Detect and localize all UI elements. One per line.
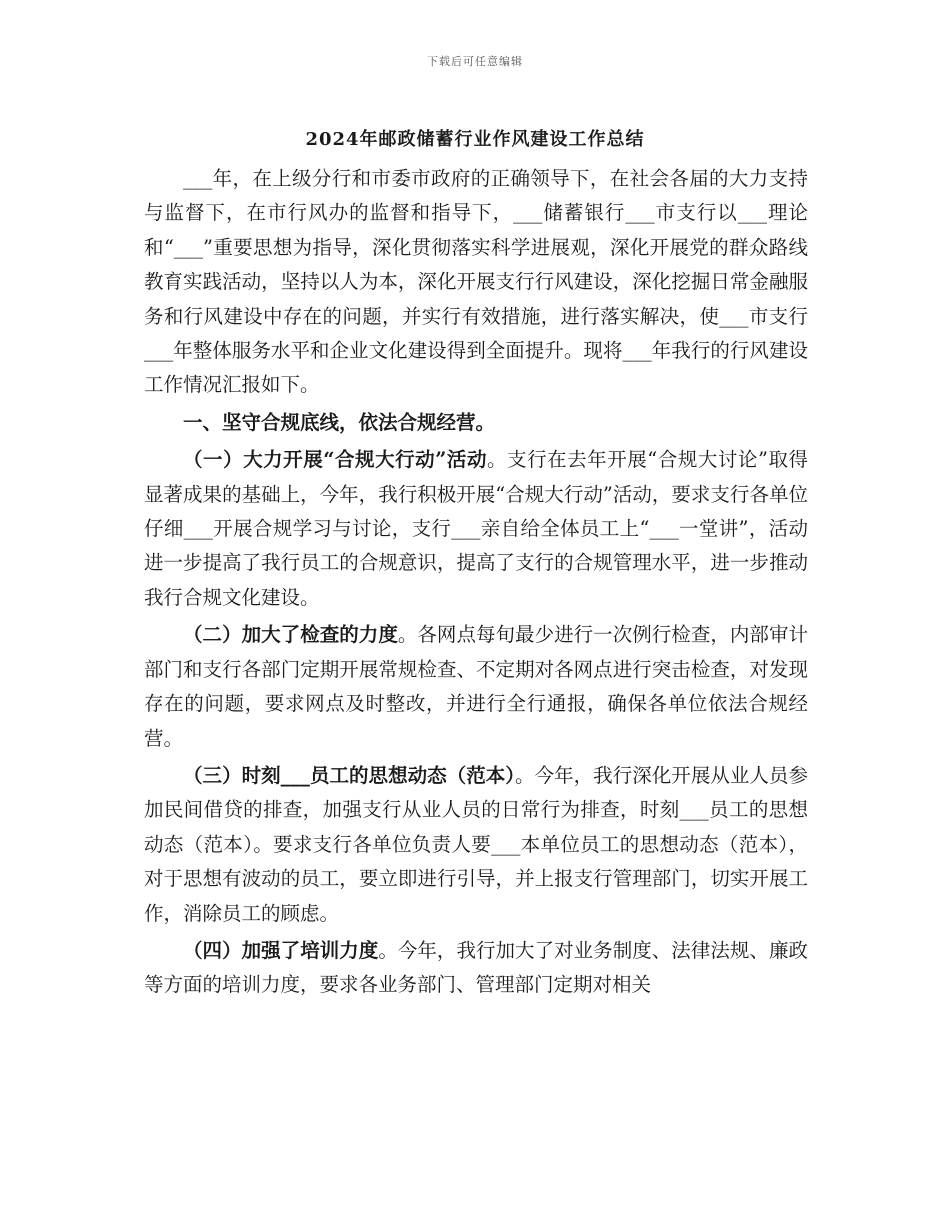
item-text-3: 。今年，我行深化开展从业人员参加民间借贷的排查，加强支行从业人员的日常行为排查，时刻___员工的思想动态（范本）。要求支行各单位负责人要___本单位员工的思想动态（范本），对于思想有波动的员工，要立即进行引导，并上报支行管理部门，切实开展工作，消除员工的顾虑。 <box>144 763 808 925</box>
item-paragraph-3 <box>144 759 808 931</box>
item-text-2: 。各网点每旬最少进行一次例行检查，内部审计部门和支行各部门定期开展常规检查、不定期对各网点进行突击检查，对发现存在的问题，要求网点及时整改，并进行全行通报，确保各单位依法合规经营。 <box>144 623 808 750</box>
item-paragraph-1 <box>144 443 808 615</box>
document-title: 2024年邮政储蓄行业作风建设工作总结 <box>305 129 645 150</box>
item-lead-4: （四）加强了培训力度 <box>183 938 379 962</box>
intro-paragraph: ___年，在上级分行和市委市政府的正确领导下，在社会各届的大力支持与监督下，在市行风办的监督和指导下，___储蓄银行___市支行以___理论和“___”重要思想为指导，深化贯彻落实科学进展观，深化开展党的群众路线教育实践活动，坚持以人为本，深化开展支行行风建设，深化挖掘日常金融服务和行风建设中存在的问题，并实行有效措施，进行落实解决，使___市支行___年整体服务水平和企业文化建设得到全面提升。现将___年我行的行风建设工作情况汇报如下。 <box>144 167 808 397</box>
item-paragraph-4 <box>144 934 808 1003</box>
page-header-note: 下载后可任意编辑 <box>427 55 523 68</box>
item-lead-1: （一）大力开展“合规大行动”活动 <box>183 448 487 472</box>
item-lead-3: （三）时刻___员工的思想动态（范本） <box>183 763 516 787</box>
item-lead-2: （二）加大了检查的力度 <box>183 623 398 647</box>
item-paragraph-2 <box>144 618 808 756</box>
item-text-1: 。支行在去年开展“合规大讨论”取得显著成果的基础上，今年，我行积极开展“合规大行动”活动，要求支行各单位仔细___开展合规学习与讨论，支行___亲自给全体员工上“___一堂讲”，活动进一步提高了我行员工的合规意识，提高了支行的合规管理水平，进一步推动我行合规文化建设。 <box>144 448 808 609</box>
document-body <box>144 162 808 1003</box>
section-heading: 一、坚守合规底线，依法合规经营。 <box>183 410 496 434</box>
item-text-4: 。今年，我行加大了对业务制度、法律法规、廉政等方面的培训力度，要求各业务部门、管理部门定期对相关 <box>144 938 808 997</box>
